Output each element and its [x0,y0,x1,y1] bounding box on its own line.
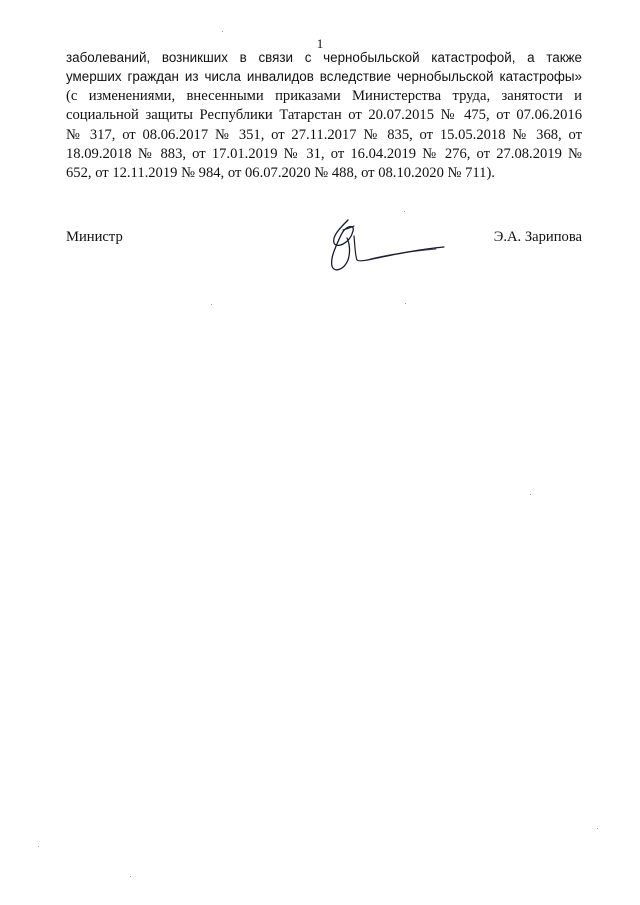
body-line-2: умерших граждан из числа инвалидов вследствие чернобыльской катастрофы» [66,69,582,85]
scan-speck [405,303,406,304]
body-line-7: 652, от 12.11.2019 № 984, от 06.07.2020 № 488, от 08.10.2020 № 711). [66,165,495,182]
scan-speck [130,876,131,877]
body-line-3: (с изменениями, внесенными приказами Министерства труда, занятости и [66,87,582,104]
page-number: 1 [316,36,324,51]
signer-name: Э.А. Зарипова [493,229,582,245]
body-line-4: социальной защиты Республики Татарстан от 20.07.2015 № 475, от 07.06.2016 [66,107,582,124]
scan-speck [404,211,405,212]
body-line-6: 18.09.2018 № 883, от 17.01.2019 № 31, от 16.04.2019 № 276, от 27.08.2019 № [66,146,582,163]
handwritten-signature [310,216,450,282]
scan-speck [38,846,39,847]
scan-speck [222,31,223,32]
scan-speck [530,494,531,495]
document-body [66,48,582,184]
signer-position: Министр [66,229,123,245]
body-line-1: заболеваний, возникших в связи с чернобыльской катастрофой, а также [66,50,582,65]
body-line-5: № 317, от 08.06.2017 № 351, от 27.11.2017 № 835, от 15.05.2018 № 368, от [66,126,582,143]
scan-speck [211,304,212,305]
scan-speck [597,828,598,829]
signature-block [66,228,582,288]
